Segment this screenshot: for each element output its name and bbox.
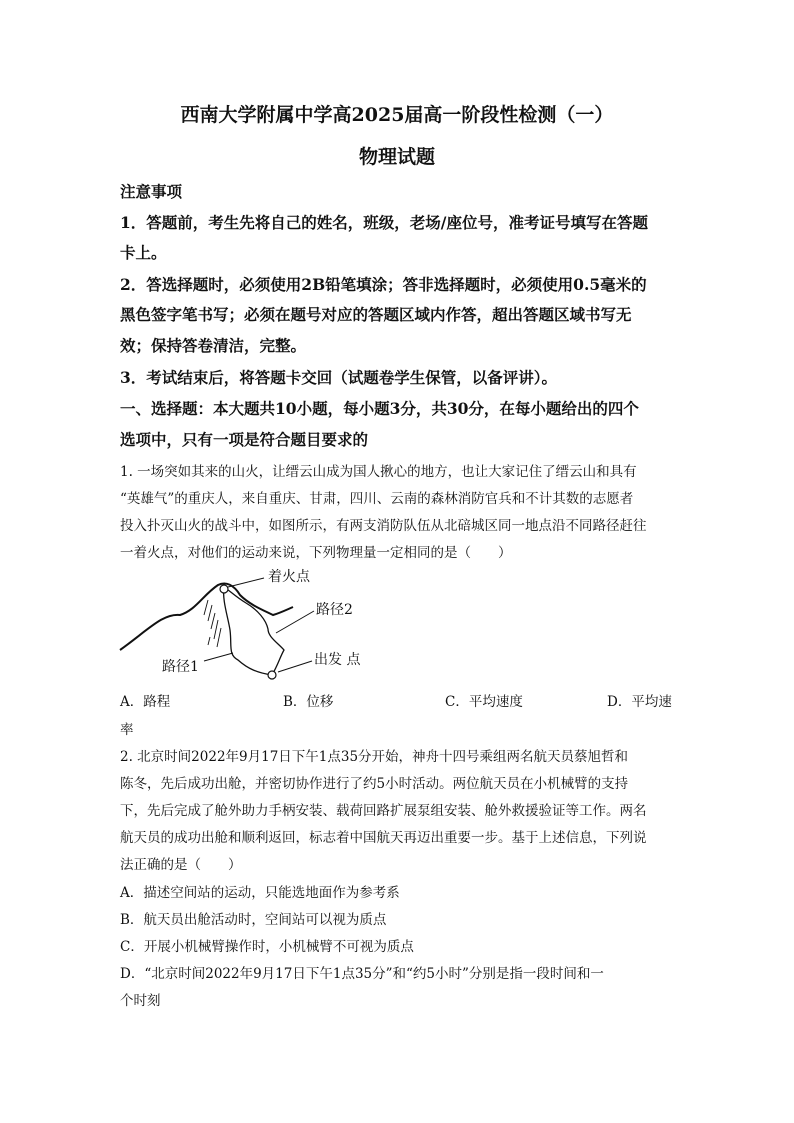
section-heading: 一、选择题：本大题共10小题，每小题3分，共30分，在每小题给出的四个	[120, 399, 639, 418]
q1-option-d[interactable]: D．平均速	[607, 694, 672, 710]
label-path-2: 路径2	[316, 602, 353, 618]
q1-stem-line: 投入扑灭山火的战斗中，如图所示，有两支消防队伍从北碚城区同一地点沿不同路径赶往	[120, 518, 647, 534]
notice-item-3: 3．考试结束后，将答题卡交回（试题卷学生保管，以备评讲）。	[120, 368, 558, 387]
notice-heading: 注意事项	[120, 182, 183, 201]
q2-option-d[interactable]: D．“北京时间2022年9月17日下午1点35分”和“约5小时”分别是指一段时间和一	[120, 966, 604, 982]
notice-item-2: 2．答选择题时，必须使用2B铅笔填涂；答非选择题时，必须使用0.5毫米的	[120, 275, 647, 294]
q2-option-a[interactable]: A．描述空间站的运动，只能选地面作为参考系	[120, 885, 400, 901]
q2-stem-line: 下，先后完成了舱外助力手柄安装、载荷回路扩展泵组安装、舱外救援验证等工作。两名	[120, 803, 647, 819]
q2-option-c[interactable]: C．开展小机械臂操作时，小机械臂不可视为质点	[120, 939, 414, 955]
label-fire-point: 着火点	[268, 569, 310, 585]
q1-stem-line: “英雄气”的重庆人，来自重庆、甘肃，四川、云南的森林消防官兵和不计其数的志愿者	[120, 491, 634, 507]
q2-stem-line: 陈冬，先后成功出舱，并密切协作进行了约5小时活动。两位航天员在小机械臂的支持	[120, 776, 629, 792]
q2-stem-line: 2. 北京时间2022年9月17日下午1点35分开始，神舟十四号乘组两名航天员蔡旭哲和	[120, 749, 629, 765]
q2-stem-line: 航天员的成功出舱和顺利返回，标志着中国航天再迈出重要一步。基于上述信息，下列说	[120, 830, 647, 846]
label-start-point: 出发 点	[314, 652, 361, 668]
mountain-shading-icon	[204, 600, 221, 647]
fire-point-marker	[220, 585, 228, 593]
q1-option-b[interactable]: B．位移	[283, 694, 334, 710]
page-title: 西南大学附属中学高2025届高一阶段性检测（一）	[180, 104, 614, 126]
label-path-1: 路径1	[162, 659, 199, 675]
q1-option-a[interactable]: A．路程	[120, 694, 171, 710]
q1-option-c[interactable]: C．平均速度	[445, 694, 523, 710]
mountain-ridge-outline	[120, 583, 293, 650]
start-point-marker	[268, 671, 276, 679]
fire-label-pointer	[228, 578, 264, 587]
notice-item-1-cont: 卡上。	[120, 243, 167, 262]
notice-item-1: 1．答题前，考生先将自己的姓名，班级，老场/座位号，准考证号填写在答题	[120, 213, 648, 232]
q2-option-b[interactable]: B．航天员出舱活动时，空间站可以视为质点	[120, 912, 387, 928]
notice-item-2-cont: 黑色签字笔书写；必须在题号对应的答题区域内作答，超出答题区域书写无	[120, 305, 632, 324]
section-heading-cont: 选项中，只有一项是符合题目要求的	[120, 430, 369, 449]
path2-label-pointer	[276, 611, 314, 633]
start-label-pointer	[278, 661, 312, 672]
q2-option-d-cont: 个时刻	[120, 993, 161, 1009]
page-subtitle: 物理试题	[358, 146, 435, 168]
path1-label-pointer	[204, 653, 233, 661]
q2-stem-line: 法正确的是（ ）	[120, 857, 242, 873]
q1-stem-line: 一着火点，对他们的运动来说，下列物理量一定相同的是（ ）	[120, 545, 512, 561]
notice-item-2-cont2: 效；保持答卷清洁，完整。	[120, 336, 307, 355]
q1-option-d-cont: 率	[120, 722, 134, 738]
mountain-paths-figure	[118, 565, 378, 690]
q1-stem-line: 1. 一场突如其来的山火，让缙云山成为国人揪心的地方，也让大家记住了缙云山和具有	[120, 464, 637, 480]
route-loop-outline	[224, 587, 284, 675]
